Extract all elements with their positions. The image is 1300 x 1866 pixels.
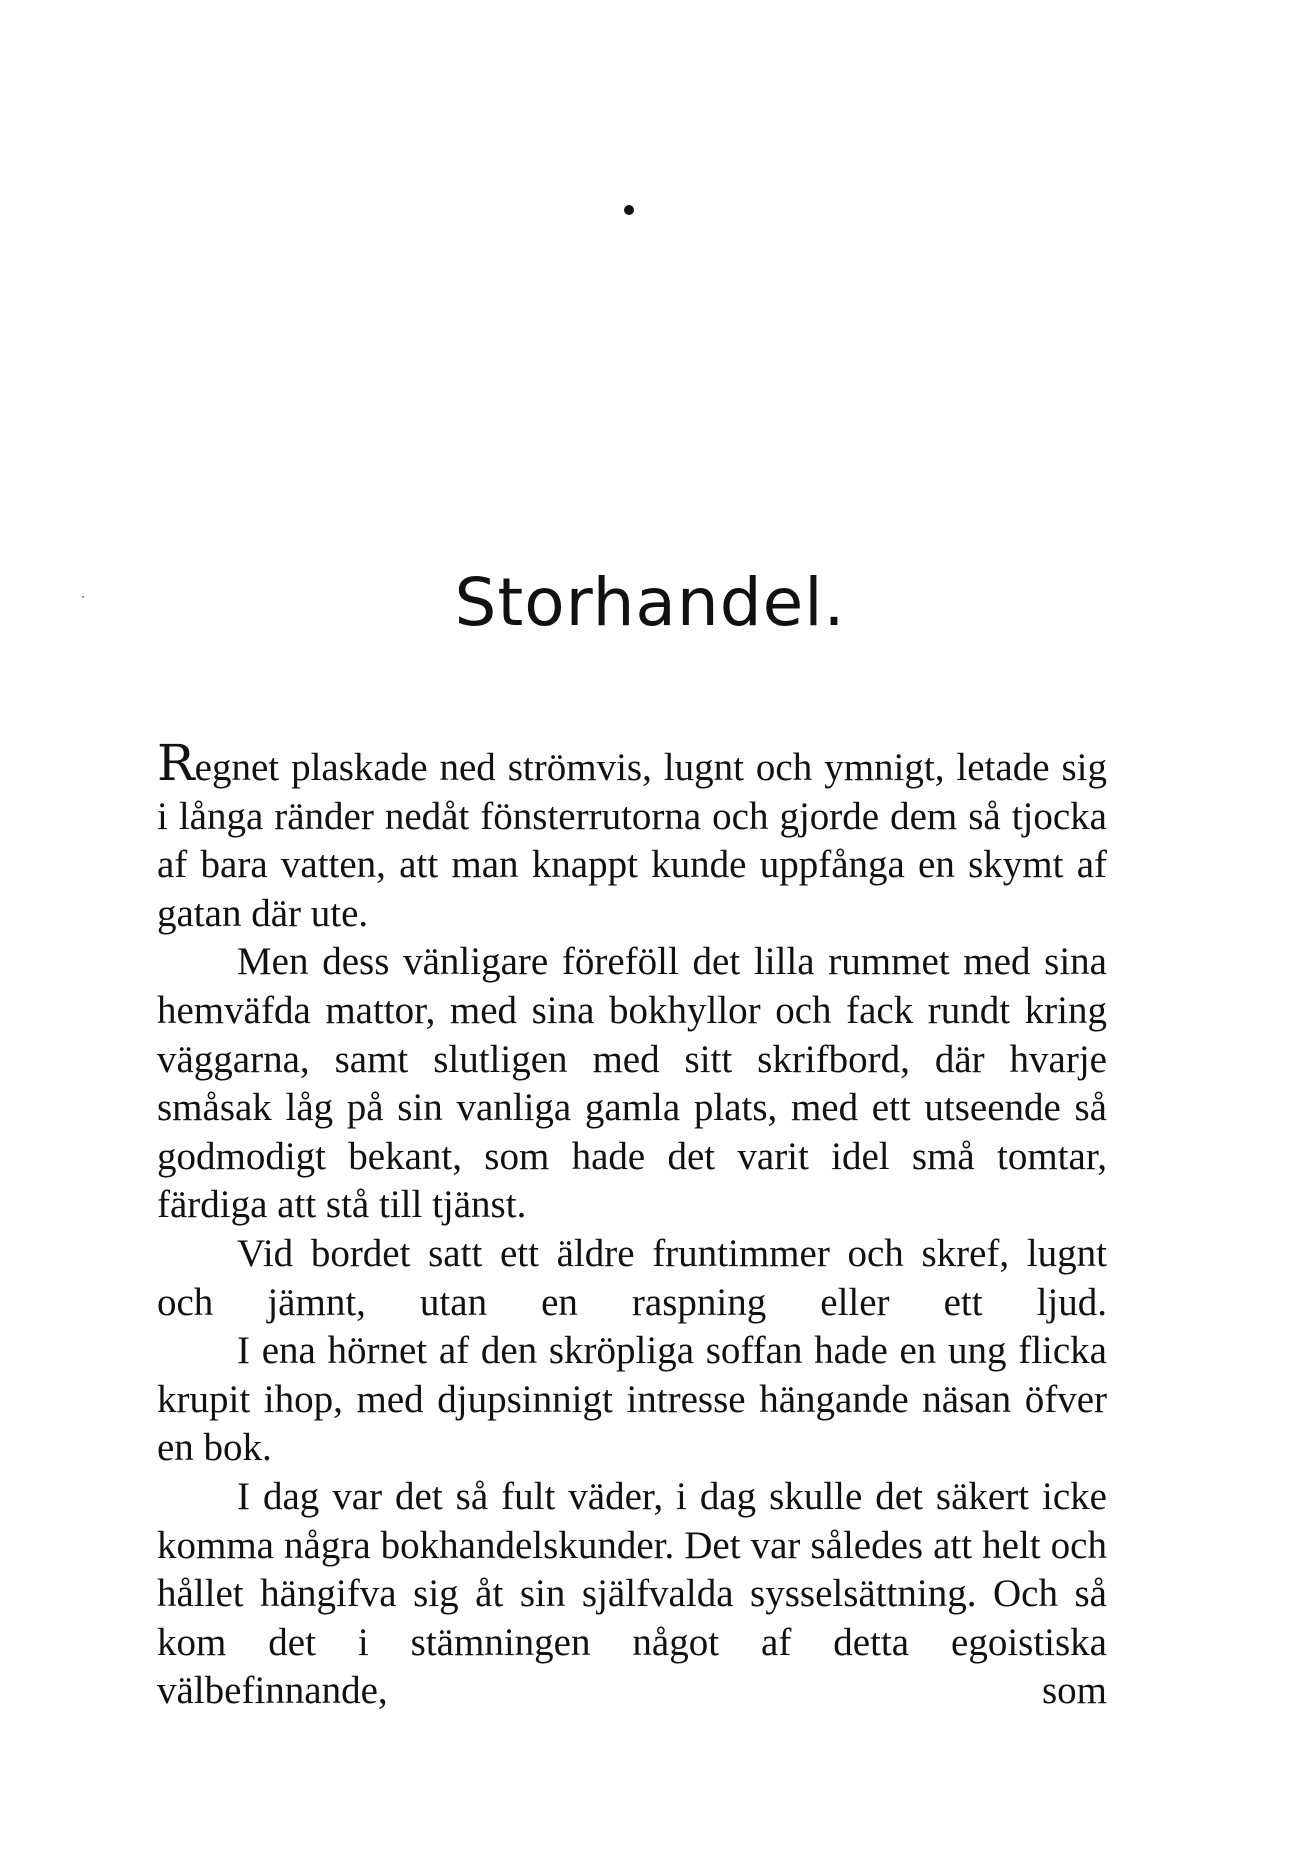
drop-cap: R: [157, 734, 195, 792]
paragraph-3: Vid bordet satt ett äldre fruntimmer och skref, lugnt och jämnt, utan en raspning eller ett ljud.: [157, 1231, 1107, 1324]
ornament-dot: [624, 205, 634, 215]
chapter-title: Storhandel.: [454, 564, 846, 641]
chapter-body: [157, 734, 1107, 1716]
paragraph-1-text: egnet plaskade ned strömvis, lugnt och ymnigt, letade sig i långa ränder nedåt fönsterrutorna och gjorde dem så tjocka af bara vatten, att man knappt kunde uppfånga en skymt af gatan där ute.: [157, 746, 1107, 935]
paragraph-2: Men dess vänligare föreföll det lilla rummet med sina hemväfda mattor, med sina bokhyllor och fack rundt kring väggarna, samt slutligen med sitt skrifbord, där hvarje småsak låg på sin vanliga gamla plats, med ett utseende så godmodigt bekant, som hade det varit idel små tomtar, färdiga att stå till tjänst.: [157, 940, 1107, 1227]
paragraph-4: I ena hörnet af den skröpliga soffan hade en ung flicka krupit ihop, med djupsinnigt intresse hängande näsan öfver en bok.: [157, 1329, 1107, 1470]
paragraph-1: [157, 734, 1107, 938]
paragraph-5: I dag var det så fult väder, i dag skulle det säkert icke komma några bokhandelskunder. Det var således att helt och hållet hängifva sig åt sin själfvalda sysselsättning. Och så kom det i stämningen något af detta egoistiska välbefinnande, som: [157, 1474, 1107, 1713]
